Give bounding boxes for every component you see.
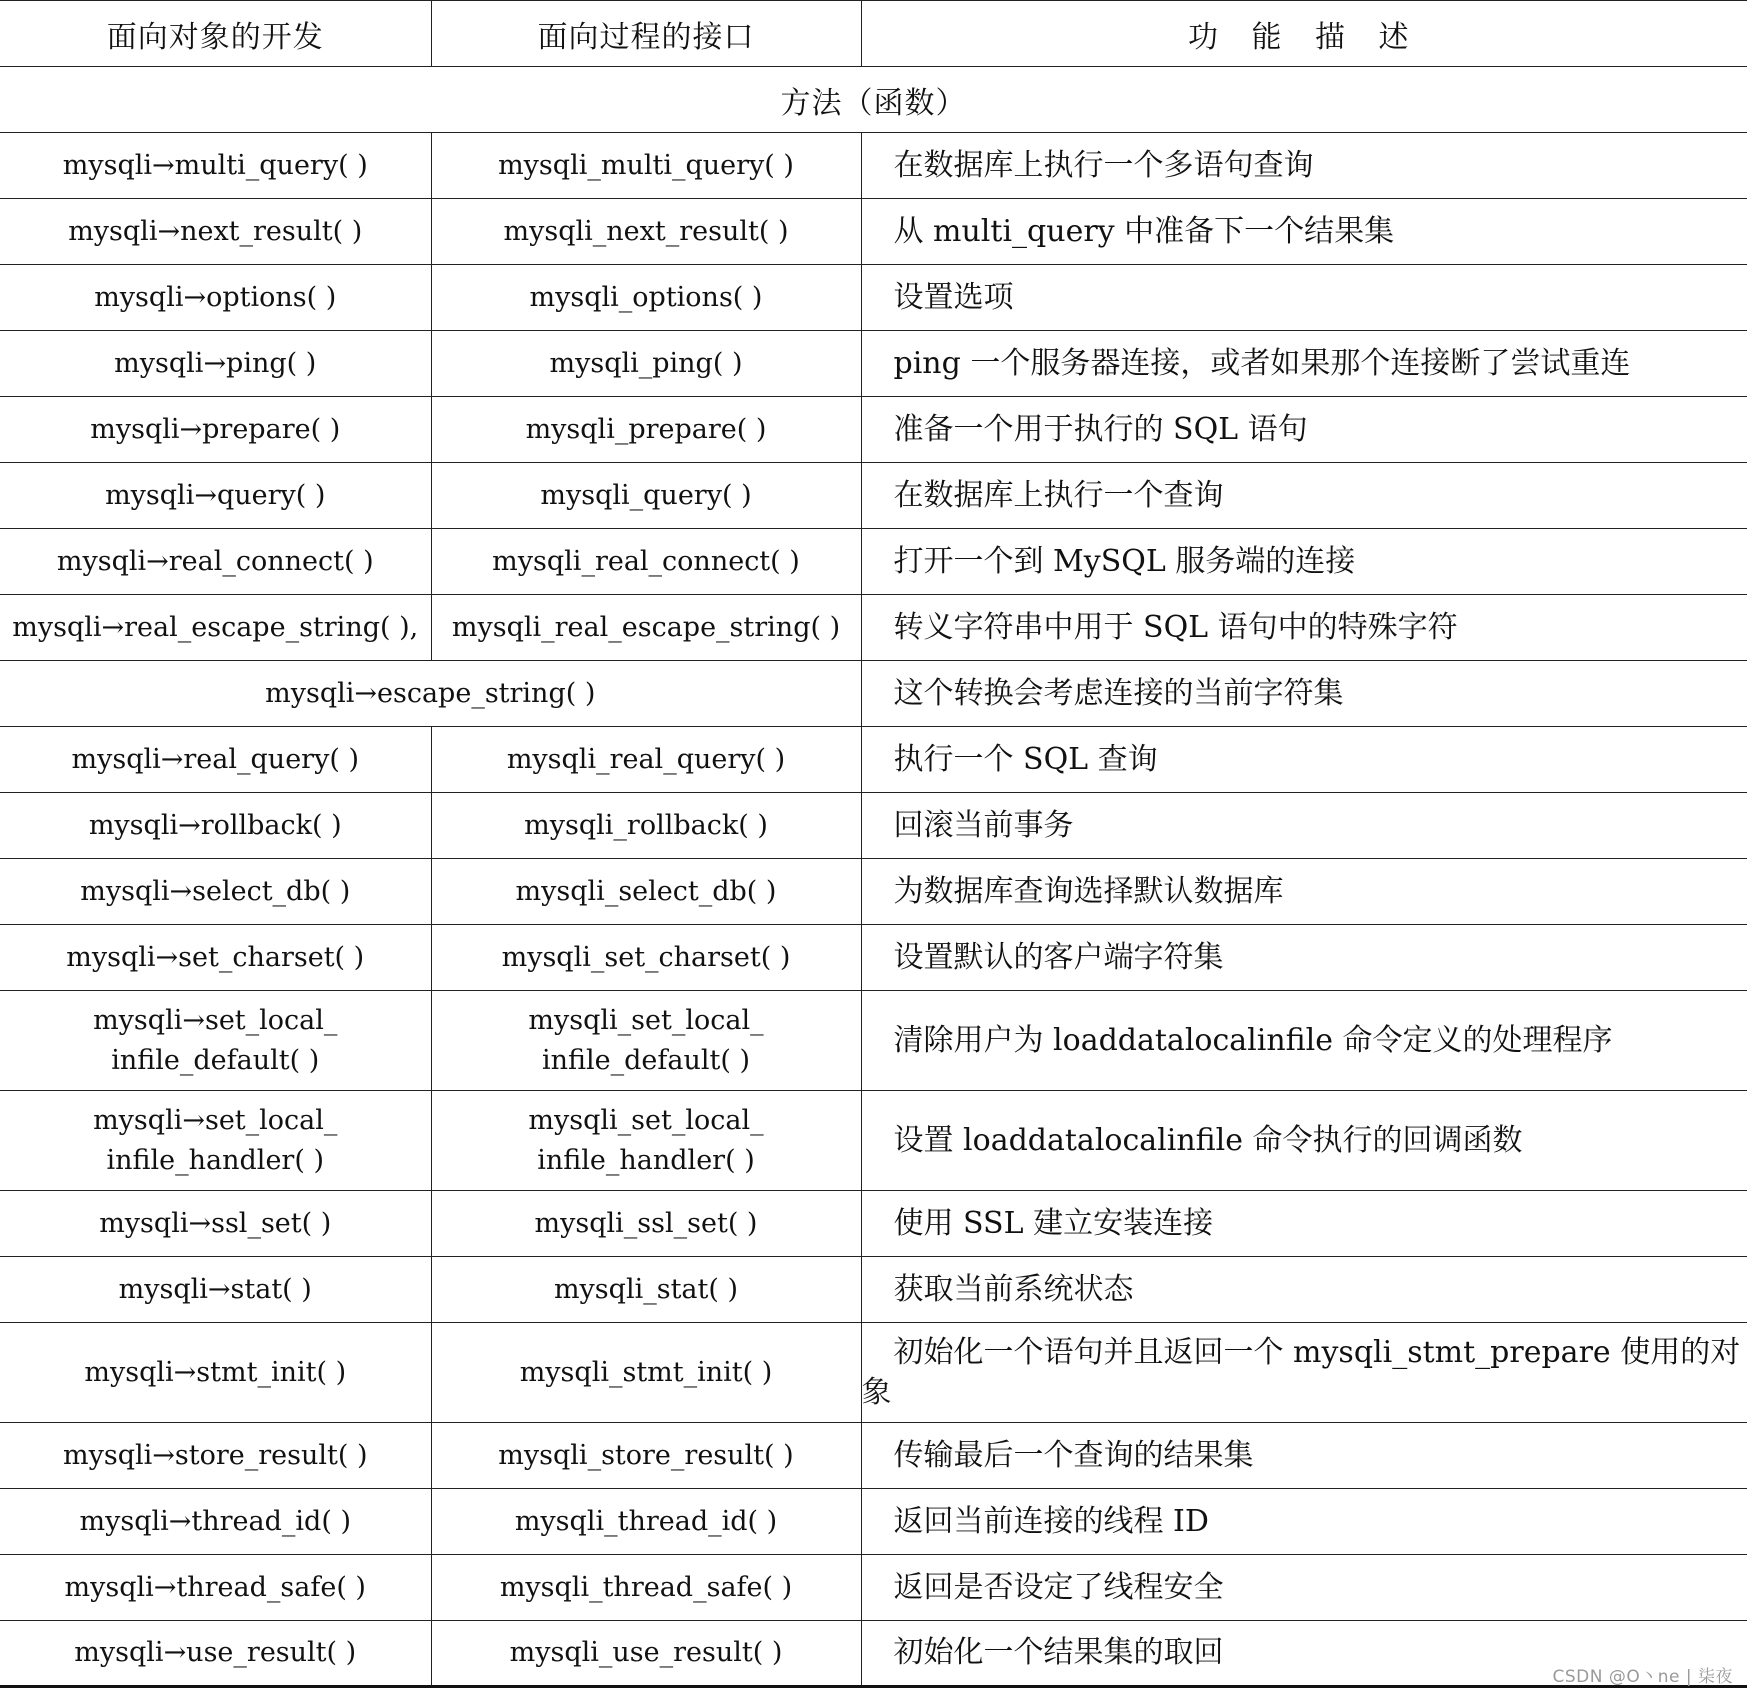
- table-row: [0, 793, 1747, 859]
- oop-method-cell: mysqli→options( ): [0, 265, 431, 331]
- description-cell: [861, 1423, 1747, 1489]
- description-cell: [861, 463, 1747, 529]
- description-text: 回滚当前事务: [893, 807, 1074, 843]
- oop-method-cell: mysqli→ssl_set( ): [0, 1191, 431, 1257]
- description-text: 在数据库上执行一个多语句查询: [893, 147, 1314, 183]
- procedural-function-cell-line: mysqli_set_local_: [528, 1104, 764, 1136]
- description-cell: [861, 661, 1747, 727]
- header-procedural: 面向过程的接口: [431, 1, 861, 67]
- description-text: 获取当前系统状态: [893, 1271, 1134, 1307]
- oop-method-cell: mysqli→stmt_init( ): [0, 1323, 431, 1423]
- procedural-function-cell: mysqli_options( ): [431, 265, 861, 331]
- description-text: 使用 SSL 建立安装连接: [893, 1205, 1214, 1241]
- procedural-function-cell: mysqli_prepare( ): [431, 397, 861, 463]
- oop-method-cell: mysqli→query( ): [0, 463, 431, 529]
- description-text: 这个转换会考虑连接的当前字符集: [893, 675, 1344, 711]
- description-text: 设置默认的客户端字符集: [893, 939, 1224, 975]
- description-text: 在数据库上执行一个查询: [893, 477, 1224, 513]
- procedural-function-cell: mysqli_select_db( ): [431, 859, 861, 925]
- oop-method-cell: [0, 991, 431, 1091]
- description-cell: [861, 397, 1747, 463]
- procedural-function-cell: mysqli_ssl_set( ): [431, 1191, 861, 1257]
- procedural-function-cell: mysqli_use_result( ): [431, 1621, 861, 1687]
- table-row: [0, 1555, 1747, 1621]
- description-text: 清除用户为 loaddatalocalinfile 命令定义的处理程序: [893, 1022, 1613, 1058]
- oop-method-cell: mysqli→store_result( ): [0, 1423, 431, 1489]
- description-cell: [861, 793, 1747, 859]
- procedural-function-cell: mysqli_stat( ): [431, 1257, 861, 1323]
- oop-method-cell: [0, 1091, 431, 1191]
- description-text: 初始化一个语句并且返回一个 mysqli_stmt_prepare 使用的对象: [861, 1334, 1741, 1410]
- description-text: ping 一个服务器连接，或者如果那个连接断了尝试重连: [893, 345, 1631, 381]
- oop-method-cell: mysqli→rollback( ): [0, 793, 431, 859]
- oop-method-cell: mysqli→use_result( ): [0, 1621, 431, 1687]
- procedural-function-cell-line: infile_handler( ): [537, 1144, 755, 1176]
- description-cell: [861, 1323, 1747, 1423]
- table-row: [0, 1191, 1747, 1257]
- procedural-function-cell: mysqli_multi_query( ): [431, 133, 861, 199]
- table-row: [0, 595, 1747, 661]
- oop-method-cell: mysqli→multi_query( ): [0, 133, 431, 199]
- table-row: [0, 727, 1747, 793]
- description-cell: [861, 1555, 1747, 1621]
- table-row: [0, 199, 1747, 265]
- description-text: 返回是否设定了线程安全: [893, 1569, 1224, 1605]
- description-text: 从 multi_query 中准备下一个结果集: [893, 213, 1395, 249]
- description-text: 设置 loaddatalocalinfile 命令执行的回调函数: [893, 1122, 1523, 1158]
- description-text: 返回当前连接的线程 ID: [893, 1503, 1209, 1539]
- table-row: [0, 925, 1747, 991]
- table-row: [0, 265, 1747, 331]
- description-cell: [861, 133, 1747, 199]
- description-text: 传输最后一个查询的结果集: [893, 1437, 1254, 1473]
- table-row: [0, 1257, 1747, 1323]
- description-text: 设置选项: [893, 279, 1014, 315]
- oop-method-cell: mysqli→real_escape_string( ),: [0, 595, 431, 661]
- description-text: 转义字符串中用于 SQL 语句中的特殊字符: [893, 609, 1458, 645]
- oop-method-cell: mysqli→real_query( ): [0, 727, 431, 793]
- procedural-function-cell: mysqli_real_connect( ): [431, 529, 861, 595]
- oop-method-cell: mysqli→set_charset( ): [0, 925, 431, 991]
- header-description: 功 能 描 述: [861, 1, 1747, 67]
- table-row: [0, 1489, 1747, 1555]
- oop-method-cell-line: mysqli→set_local_: [93, 1004, 338, 1036]
- procedural-function-cell: mysqli_real_query( ): [431, 727, 861, 793]
- oop-method-cell: mysqli→select_db( ): [0, 859, 431, 925]
- oop-method-cell: mysqli→thread_id( ): [0, 1489, 431, 1555]
- procedural-function-cell: mysqli_query( ): [431, 463, 861, 529]
- description-cell: [861, 925, 1747, 991]
- section-title: 方法（函数）: [0, 67, 1747, 133]
- procedural-function-cell: mysqli_stmt_init( ): [431, 1323, 861, 1423]
- section-row: [0, 67, 1747, 133]
- description-cell: [861, 859, 1747, 925]
- description-text: 打开一个到 MySQL 服务端的连接: [893, 543, 1356, 579]
- description-cell: [861, 1489, 1747, 1555]
- description-cell: [861, 265, 1747, 331]
- description-cell: [861, 1257, 1747, 1323]
- procedural-function-cell: mysqli_thread_id( ): [431, 1489, 861, 1555]
- table-row: [0, 1091, 1747, 1191]
- description-cell: [861, 1191, 1747, 1257]
- description-cell: [861, 991, 1747, 1091]
- oop-method-cell: mysqli→next_result( ): [0, 199, 431, 265]
- header-row: [0, 1, 1747, 67]
- table-row: [0, 397, 1747, 463]
- description-cell: [861, 529, 1747, 595]
- procedural-function-cell: mysqli_ping( ): [431, 331, 861, 397]
- table-row: [0, 331, 1747, 397]
- description-cell: [861, 1091, 1747, 1191]
- description-cell: [861, 595, 1747, 661]
- table-row: [0, 529, 1747, 595]
- procedural-function-cell: mysqli_store_result( ): [431, 1423, 861, 1489]
- table-row: [0, 1423, 1747, 1489]
- description-text: 准备一个用于执行的 SQL 语句: [893, 411, 1308, 447]
- procedural-function-cell: mysqli_rollback( ): [431, 793, 861, 859]
- description-text: 初始化一个结果集的取回: [893, 1635, 1224, 1670]
- procedural-function-cell: mysqli_set_charset( ): [431, 925, 861, 991]
- oop-method-cell: mysqli→thread_safe( ): [0, 1555, 431, 1621]
- oop-method-cell: mysqli→real_connect( ): [0, 529, 431, 595]
- header-oop: 面向对象的开发: [0, 1, 431, 67]
- procedural-function-cell: [431, 1091, 861, 1191]
- description-cell: [861, 331, 1747, 397]
- procedural-function-cell: mysqli_thread_safe( ): [431, 1555, 861, 1621]
- oop-method-cell: mysqli→prepare( ): [0, 397, 431, 463]
- oop-method-cell-line: infile_handler( ): [106, 1144, 324, 1176]
- table-row: [0, 859, 1747, 925]
- table-row: [0, 463, 1747, 529]
- table-row: [0, 133, 1747, 199]
- api-cell-merged: mysqli→escape_string( ): [0, 661, 861, 727]
- procedural-function-cell-line: infile_default( ): [541, 1044, 751, 1076]
- procedural-function-cell: mysqli_next_result( ): [431, 199, 861, 265]
- description-cell: [861, 199, 1747, 265]
- description-text: 执行一个 SQL 查询: [893, 741, 1158, 777]
- table-row: [0, 661, 1747, 727]
- procedural-function-cell: mysqli_real_escape_string( ): [431, 595, 861, 661]
- oop-method-cell: mysqli→stat( ): [0, 1257, 431, 1323]
- description-text: 为数据库查询选择默认数据库: [893, 873, 1284, 909]
- oop-method-cell-line: mysqli→set_local_: [93, 1104, 338, 1136]
- oop-method-cell: mysqli→ping( ): [0, 331, 431, 397]
- procedural-function-cell-line: mysqli_set_local_: [528, 1004, 764, 1036]
- table-row: [0, 1621, 1747, 1687]
- description-cell: [861, 727, 1747, 793]
- oop-method-cell-line: infile_default( ): [111, 1044, 320, 1076]
- watermark: CSDN @O丶ne | 柒夜: [1552, 1667, 1733, 1687]
- procedural-function-cell: [431, 991, 861, 1091]
- table-row: [0, 991, 1747, 1091]
- table-row: [0, 1323, 1747, 1423]
